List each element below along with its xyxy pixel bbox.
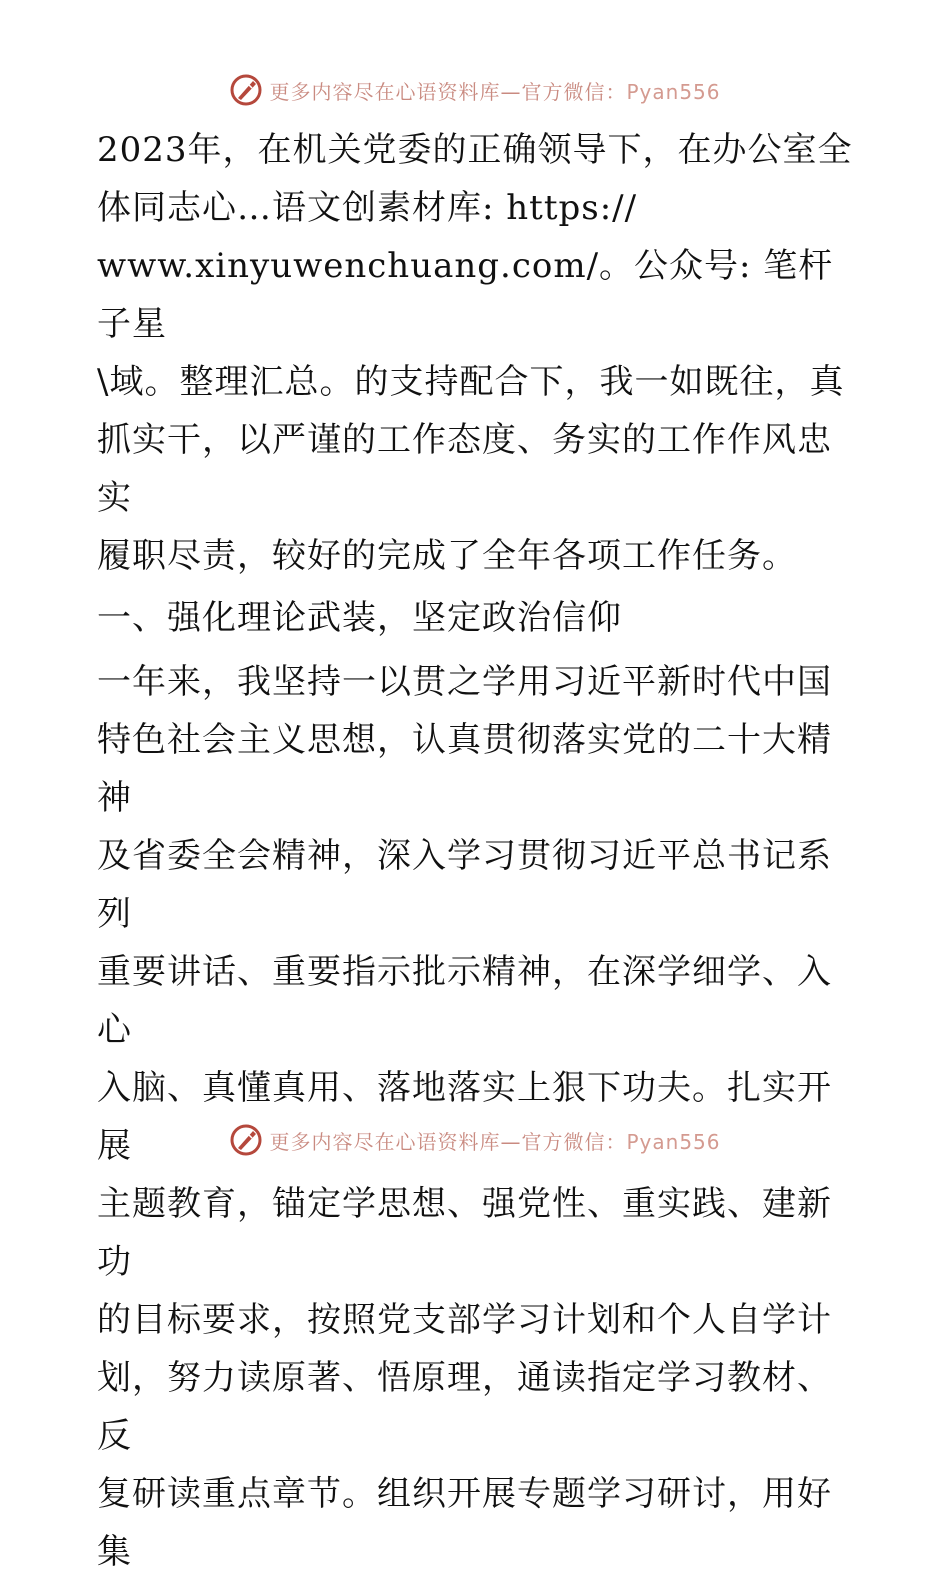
document-body: [97, 121, 857, 1581]
intro-paragraph: 2023年，在机关党委的正确领导下，在办公室全 体同志心…语文创素材库: https:// www.xinyuwenchuang.com/。公众号: 笔杆子星 \域。整理汇总。的支持配合下，我一如既往，真 抓实干，以严谨的工作态度、务实的工作作风忠实 履职尽责，较好的完成了全年各项工作任务。: [97, 130, 853, 576]
quill-seal-icon: [229, 1123, 263, 1157]
section-heading: 一、强化理论武装，坚定政治信仰: [97, 598, 622, 638]
footer-wechat-id: Pyan556: [626, 1129, 721, 1154]
footer-banner-text: [269, 1126, 720, 1155]
footer-banner-label: 更多内容尽在心语资料库—官方微信：: [269, 1129, 627, 1154]
header-banner-label: 更多内容尽在心语资料库—官方微信：: [269, 79, 627, 104]
header-wechat-id: Pyan556: [626, 79, 721, 104]
quill-seal-icon: [229, 73, 263, 107]
footer-banner: [0, 1120, 950, 1160]
header-banner: [0, 70, 950, 110]
header-banner-text: [269, 76, 720, 105]
section-paragraph: 一年来，我坚持一以贯之学用习近平新时代中国 特色社会主义思想，认真贯彻落实党的二十大精神 及省委全会精神，深入学习贯彻习近平总书记系列 重要讲话、重要指示批示精神，在深学细学、入心 入脑、真懂真用、落地落实上狠下功夫。扎实开展 主题教育，锚定学思想、强党性、重实践、建新功 的目标要求，按照党支部学习计划和个人自学计 划，努力读原著、悟原理，通读指定学习教材、反 复研读重点章节。组织开展专题学习研讨，用好集: [97, 662, 832, 1572]
